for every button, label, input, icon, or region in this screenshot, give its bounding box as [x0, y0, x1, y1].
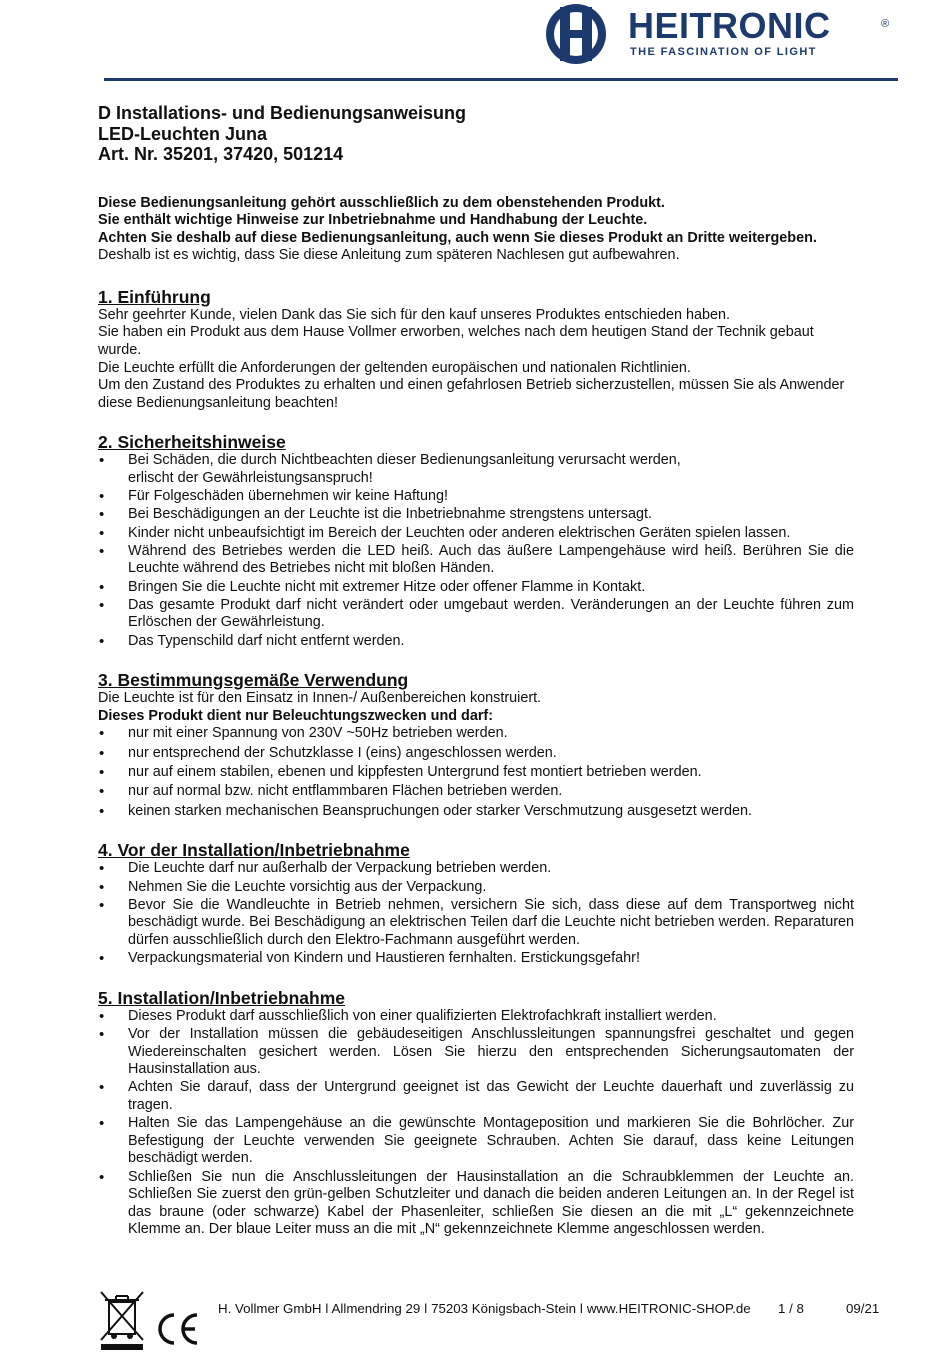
- intro-normal: Deshalb ist es wichtig, dass Sie diese Anleitung zum späteren Nachlesen gut aufbewahren.: [98, 247, 680, 264]
- header-divider: [104, 78, 898, 81]
- list-item: • nur auf normal bzw. nicht entflammbaren Flächen betrieben werden.: [98, 783, 854, 801]
- list-item: • Kinder nicht unbeaufsichtigt im Bereich der Leuchten oder anderen elektrischen Geräten spielen lassen.: [98, 525, 854, 543]
- list-item: • Nehmen Sie die Leuchte vorsichtig aus der Verpackung.: [98, 879, 854, 897]
- footer-marks: [98, 1288, 202, 1352]
- list-item: • Bevor Sie die Wandleuchte in Betrieb nehmen, versichern Sie sich, dass diese auf dem Transportweg nicht beschädigt wurde. Bei Beschädigung an elektrischen Teilen darf die Leuchte nicht betrieben werden. Reparaturen dürfen ausschließlich durch den Elektro-Fachmann ausgeführt werden.: [98, 897, 854, 950]
- list-item: • Während des Betriebes werden die LED heiß. Auch das äußere Lampengehäuse wird heiß. Berühren Sie die Leuchte während des Betriebes nicht mit bloßen Händen.: [98, 543, 854, 578]
- list-item: • Das gesamte Produkt darf nicht verändert oder umgebaut werden. Veränderungen an der Leuchte führen zum Erlöschen der Gewährleistung.: [98, 597, 854, 632]
- pre-install-list: [98, 860, 854, 967]
- safety-list: [98, 452, 854, 650]
- section-5-heading: 5. Installation/Inbetriebnahme: [98, 987, 345, 1008]
- list-item: • Vor der Installation müssen die gebäudeseitigen Anschlussleitungen spannungsfrei geschaltet und gegen Wiedereinschalten gesichert werden. Lösen Sie hierzu den entsprechenden Sicherungsautomaten der Hausinstallation aus.: [98, 1026, 854, 1079]
- list-item: • Bei Schäden, die durch Nichtbeachten dieser Bedienungsanleitung verursacht werden, erlischt der Gewährleistungsanspruch!: [98, 452, 854, 487]
- intro-bold-1: Diese Bedienungsanleitung gehört ausschließlich zu dem obenstehenden Produkt.: [98, 194, 665, 211]
- section-1-heading: 1. Einführung: [98, 286, 211, 307]
- s1-paragraph-1: Sehr geehrter Kunde, vielen Dank das Sie sich für den kauf unseres Produktes entschieden haben.: [98, 306, 730, 323]
- revision-date: 09/21: [846, 1301, 880, 1316]
- list-item: • Dieses Produkt darf ausschließlich von einer qualifizierten Elektrofachkraft installiert werden.: [98, 1008, 854, 1026]
- list-item: • Halten Sie das Lampengehäuse an die gewünschte Montageposition und markieren Sie die Bohrlöcher. Zur Befestigung der Leuchte verwenden Sie geeignete Schrauben. Achten Sie darauf, dass keine Leitungen beschädigt werden.: [98, 1115, 854, 1168]
- heitronic-h-icon: [543, 2, 611, 66]
- intro-bold-3: Achten Sie deshalb auf diese Bedienungsanleitung, auch wenn Sie dieses Produkt an Dritte weitergeben.: [98, 229, 817, 246]
- registered-mark: ®: [881, 18, 890, 30]
- brand-name: HEITRONIC: [628, 5, 831, 46]
- list-item: • Bringen Sie die Leuchte nicht mit extremer Hitze oder offener Flamme in Kontakt.: [98, 579, 854, 597]
- list-item: • Für Folgeschäden übernehmen wir keine Haftung!: [98, 488, 854, 506]
- list-item: • nur entsprechend der Schutzklasse I (eins) angeschlossen werden.: [98, 745, 854, 763]
- s1-paragraph-4: Um den Zustand des Produktes zu erhalten und einen gefahrlosen Betrieb sicherzustellen, müssen Sie als Anwender diese Bedienungsanleitung beachten!: [98, 377, 845, 411]
- ce-mark-icon: [156, 1312, 200, 1346]
- page-number: 1 / 8: [778, 1301, 804, 1316]
- list-item: • Verpackungsmaterial von Kindern und Haustieren fernhalten. Erstickungsgefahr!: [98, 950, 854, 968]
- usage-list: [98, 725, 854, 820]
- list-item: • Schließen Sie nun die Anschlussleitungen der Hausinstallation an die Schraubklemmen der Leuchte an. Schließen Sie zuerst den grün-gelben Schutzleiter und danach die beiden anderen Leitungen an. In der Regel ist das braune (oder schwarze) Kabel der Phasenleiter, schließen Sie diesen an die mit „L“ gekennzeichnete Klemme an. Der blaue Leiter muss an die mit „N“ gekennzeichnete Klemme angeschlossen werden.: [98, 1169, 854, 1239]
- list-item: • Die Leuchte darf nur außerhalb der Verpackung betrieben werden.: [98, 860, 854, 878]
- brand-tagline: THE FASCINATION OF LIGHT: [630, 46, 817, 58]
- doc-title-line3: Art. Nr. 35201, 37420, 501214: [98, 144, 344, 164]
- list-item: • Das Typenschild darf nicht entfernt werden.: [98, 633, 854, 651]
- install-list: [98, 1008, 854, 1239]
- s3-paragraph-1: Die Leuchte ist für den Einsatz in Innen-/ Außenbereichen konstruiert.: [98, 690, 542, 707]
- footer-address: H. Vollmer GmbH ǀ Allmendring 29 ǀ 75203 Königsbach-Stein ǀ www.HEITRONIC-SHOP.de: [218, 1301, 751, 1316]
- list-item: • keinen starken mechanischen Beanspruchungen oder starker Verschmutzung ausgesetzt werden.: [98, 803, 854, 821]
- section-2-heading: 2. Sicherheitshinweise: [98, 432, 286, 453]
- list-item: • nur mit einer Spannung von 230V ~50Hz betrieben werden.: [98, 725, 854, 743]
- document-body: [98, 103, 854, 1240]
- section-3-heading: 3. Bestimmungsgemäße Verwendung: [98, 670, 409, 691]
- section-4-heading: 4. Vor der Installation/Inbetriebnahme: [98, 840, 410, 861]
- doc-title-line2: LED-Leuchten Juna: [98, 123, 268, 144]
- heitronic-logo: [543, 2, 896, 66]
- intro-block: [98, 195, 854, 265]
- intro-bold-2: Sie enthält wichtige Hinweise zur Inbetriebnahme und Handhabung der Leuchte.: [98, 212, 648, 229]
- doc-title-line1: D Installations- und Bedienungsanweisung: [98, 103, 467, 123]
- list-item: • Bei Beschädigungen an der Leuchte ist die Inbetriebnahme strengstens untersagt.: [98, 506, 854, 524]
- list-item: • nur auf einem stabilen, ebenen und kippfesten Untergrund fest montiert betrieben werden.: [98, 764, 854, 782]
- s1-paragraph-3: Die Leuchte erfüllt die Anforderungen der geltenden europäischen und nationalen Richtlinien.: [98, 359, 691, 376]
- s1-paragraph-2: Sie haben ein Produkt aus dem Hause Vollmer erworben, welches nach dem heutigen Stand der Technik gebaut wurde.: [98, 324, 814, 359]
- list-item: • Achten Sie darauf, dass der Untergrund geeignet ist das Gewicht der Leuchte dauerhaft und zuverlässig zu tragen.: [98, 1079, 854, 1114]
- s3-paragraph-2: Dieses Produkt dient nur Beleuchtungszwecken und darf:: [98, 707, 494, 724]
